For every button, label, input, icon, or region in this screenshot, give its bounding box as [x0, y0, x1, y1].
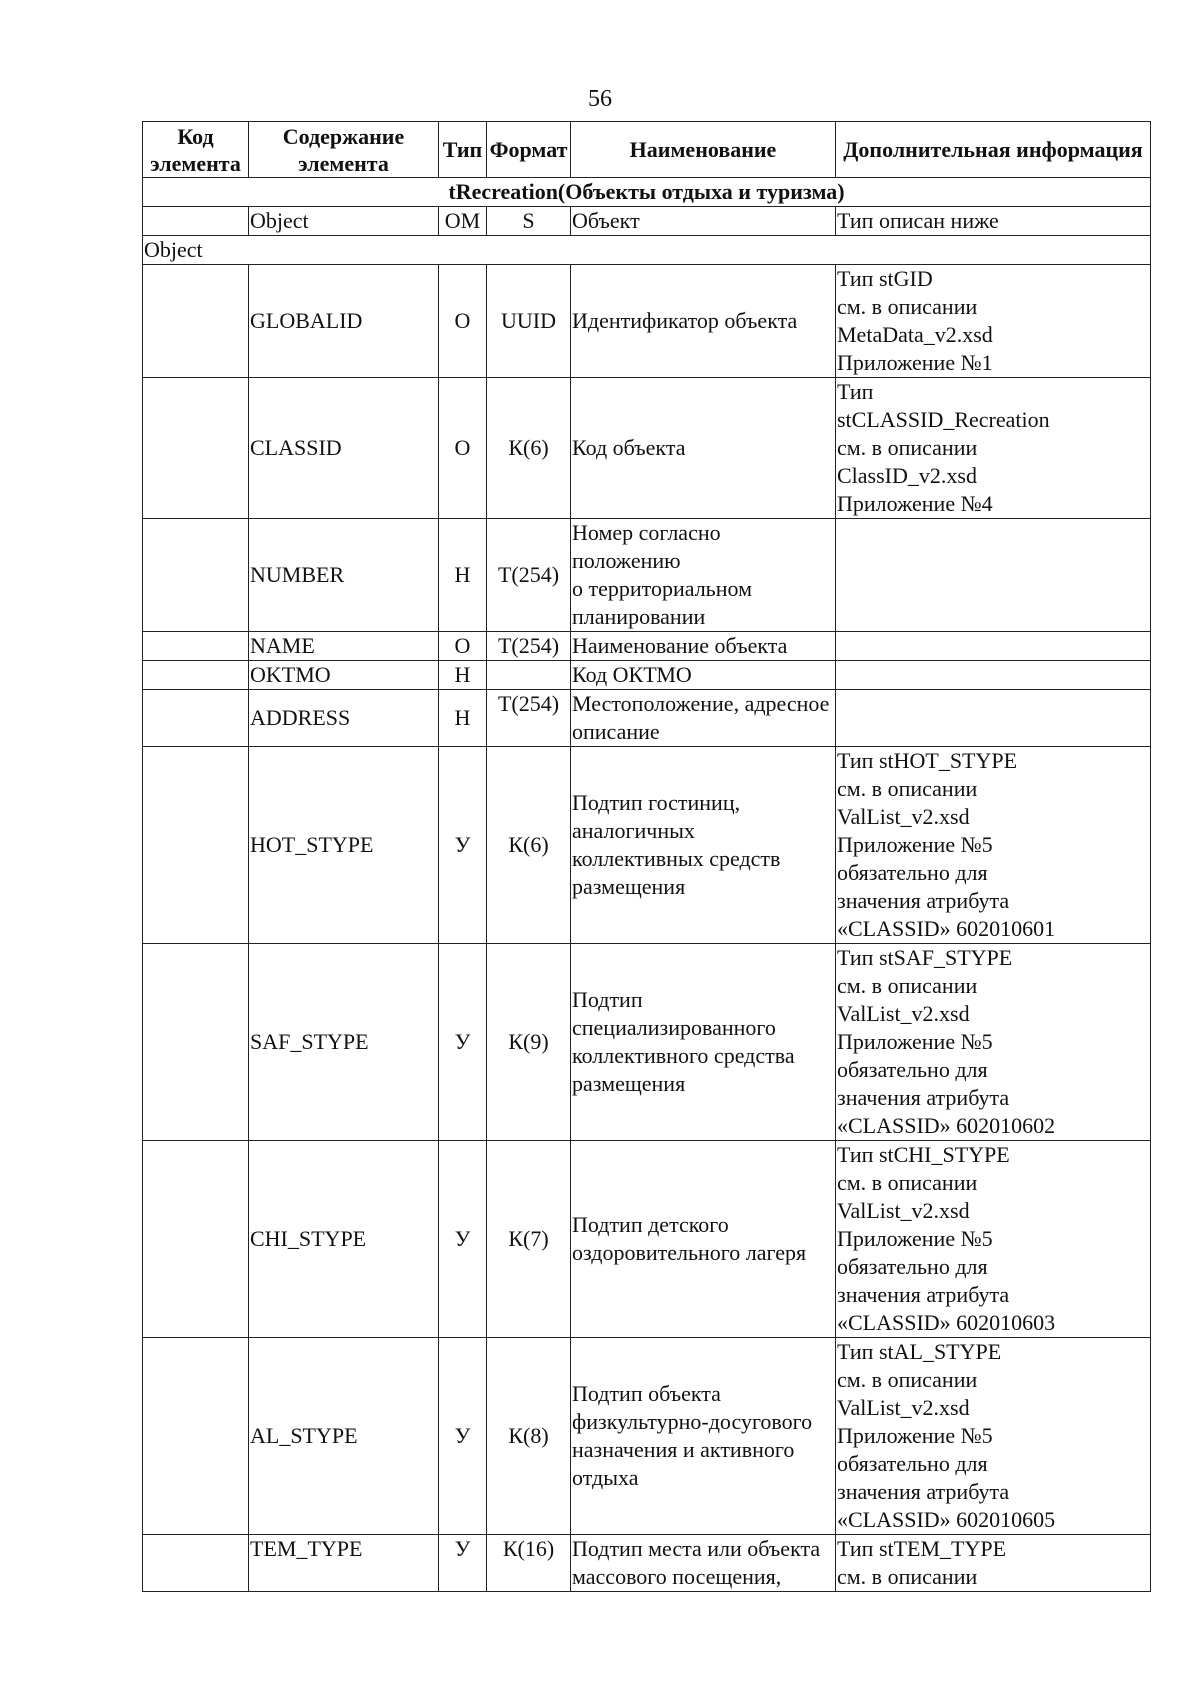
cell-info: Тип stGID см. в описании MetaData_v2.xsd Приложение №1 — [836, 265, 1151, 378]
cell-content: TEM_TYPE — [249, 1535, 439, 1592]
cell-content: OKTMO — [249, 661, 439, 690]
header-row — [143, 122, 1151, 178]
cell-type: У — [439, 747, 487, 944]
cell-code — [143, 1338, 249, 1535]
cell-type: У — [439, 1141, 487, 1338]
cell-name: Код ОКТМО — [571, 661, 836, 690]
cell-name: Номер согласно положению о территориальном планировании — [571, 519, 836, 632]
table-row — [143, 632, 1151, 661]
cell-format: К(7) — [487, 1141, 571, 1338]
group-label: Object — [143, 236, 1151, 265]
table-row — [143, 265, 1151, 378]
cell-name: Идентификатор объекта — [571, 265, 836, 378]
cell-name: Подтип места или объекта массового посещения, — [571, 1535, 836, 1592]
cell-info: Тип stCLASSID_Recreation см. в описании ClassID_v2.xsd Приложение №4 — [836, 378, 1151, 519]
table-row — [143, 378, 1151, 519]
cell-code — [143, 519, 249, 632]
table-row — [143, 661, 1151, 690]
spec-table — [142, 121, 1151, 1592]
cell-name: Подтип объекта физкультурно-досугового назначения и активного отдыха — [571, 1338, 836, 1535]
cell-format: К(8) — [487, 1338, 571, 1535]
cell-type: О — [439, 265, 487, 378]
cell-code — [143, 1535, 249, 1592]
cell-info: Тип stAL_STYPE см. в описании ValList_v2.xsd Приложение №5 обязательно для значения атрибута «CLASSID» 602010605 — [836, 1338, 1151, 1535]
cell-type: О — [439, 632, 487, 661]
cell-format: UUID — [487, 265, 571, 378]
object-row — [143, 207, 1151, 236]
cell-type: Н — [439, 661, 487, 690]
cell-content: SAF_STYPE — [249, 944, 439, 1141]
table-row — [143, 1535, 1151, 1592]
cell-type: О — [439, 378, 487, 519]
cell-format: S — [487, 207, 571, 236]
cell-content: NUMBER — [249, 519, 439, 632]
header-info: Дополнительная информация — [836, 122, 1151, 178]
cell-name: Наименование объекта — [571, 632, 836, 661]
cell-format: Т(254) — [487, 519, 571, 632]
cell-name: Подтип детского оздоровительного лагеря — [571, 1141, 836, 1338]
table-row — [143, 690, 1151, 747]
cell-format: Т(254) — [487, 690, 571, 747]
cell-format: Т(254) — [487, 632, 571, 661]
cell-info: Тип stSAF_STYPE см. в описании ValList_v2.xsd Приложение №5 обязательно для значения атрибута «CLASSID» 602010602 — [836, 944, 1151, 1141]
cell-info: Тип stHOT_STYPE см. в описании ValList_v2.xsd Приложение №5 обязательно для значения атрибута «CLASSID» 602010601 — [836, 747, 1151, 944]
cell-code — [143, 207, 249, 236]
cell-type: Н — [439, 519, 487, 632]
section-title: tRecreation(Объекты отдыха и туризма) — [143, 178, 1151, 207]
table-row — [143, 1338, 1151, 1535]
cell-content: CLASSID — [249, 378, 439, 519]
page-number: 56 — [588, 86, 612, 112]
cell-name: Подтип гостиниц, аналогичных коллективных средств размещения — [571, 747, 836, 944]
cell-type: У — [439, 944, 487, 1141]
cell-info: Тип stTEM_TYPE см. в описании — [836, 1535, 1151, 1592]
cell-name: Код объекта — [571, 378, 836, 519]
cell-code — [143, 265, 249, 378]
cell-type: Н — [439, 690, 487, 747]
header-type: Тип — [439, 122, 487, 178]
cell-content: HOT_STYPE — [249, 747, 439, 944]
cell-type: OM — [439, 207, 487, 236]
cell-code — [143, 690, 249, 747]
cell-format: К(6) — [487, 378, 571, 519]
cell-type: У — [439, 1535, 487, 1592]
header-name: Наименование — [571, 122, 836, 178]
header-code: Код элемента — [143, 122, 249, 178]
cell-info — [836, 632, 1151, 661]
cell-content: AL_STYPE — [249, 1338, 439, 1535]
section-row — [143, 178, 1151, 207]
cell-info: Тип stCHI_STYPE см. в описании ValList_v2.xsd Приложение №5 обязательно для значения атрибута «CLASSID» 602010603 — [836, 1141, 1151, 1338]
cell-info — [836, 519, 1151, 632]
cell-code — [143, 1141, 249, 1338]
cell-name: Объект — [571, 207, 836, 236]
cell-name: Подтип специализированного коллективного средства размещения — [571, 944, 836, 1141]
cell-content: CHI_STYPE — [249, 1141, 439, 1338]
cell-code — [143, 632, 249, 661]
cell-info — [836, 690, 1151, 747]
table-row — [143, 747, 1151, 944]
cell-name: Местоположение, адресное описание — [571, 690, 836, 747]
cell-content: NAME — [249, 632, 439, 661]
cell-format: К(16) — [487, 1535, 571, 1592]
cell-info — [836, 661, 1151, 690]
header-content: Содержание элемента — [249, 122, 439, 178]
cell-format: К(6) — [487, 747, 571, 944]
cell-info: Тип описан ниже — [836, 207, 1151, 236]
cell-code — [143, 378, 249, 519]
table-row — [143, 944, 1151, 1141]
header-format: Формат — [487, 122, 571, 178]
cell-code — [143, 747, 249, 944]
cell-format: К(9) — [487, 944, 571, 1141]
cell-content: GLOBALID — [249, 265, 439, 378]
cell-format — [487, 661, 571, 690]
cell-content: ADDRESS — [249, 690, 439, 747]
cell-code — [143, 944, 249, 1141]
cell-code — [143, 661, 249, 690]
table-row — [143, 1141, 1151, 1338]
cell-type: У — [439, 1338, 487, 1535]
group-row — [143, 236, 1151, 265]
table-row — [143, 519, 1151, 632]
cell-content: Object — [249, 207, 439, 236]
